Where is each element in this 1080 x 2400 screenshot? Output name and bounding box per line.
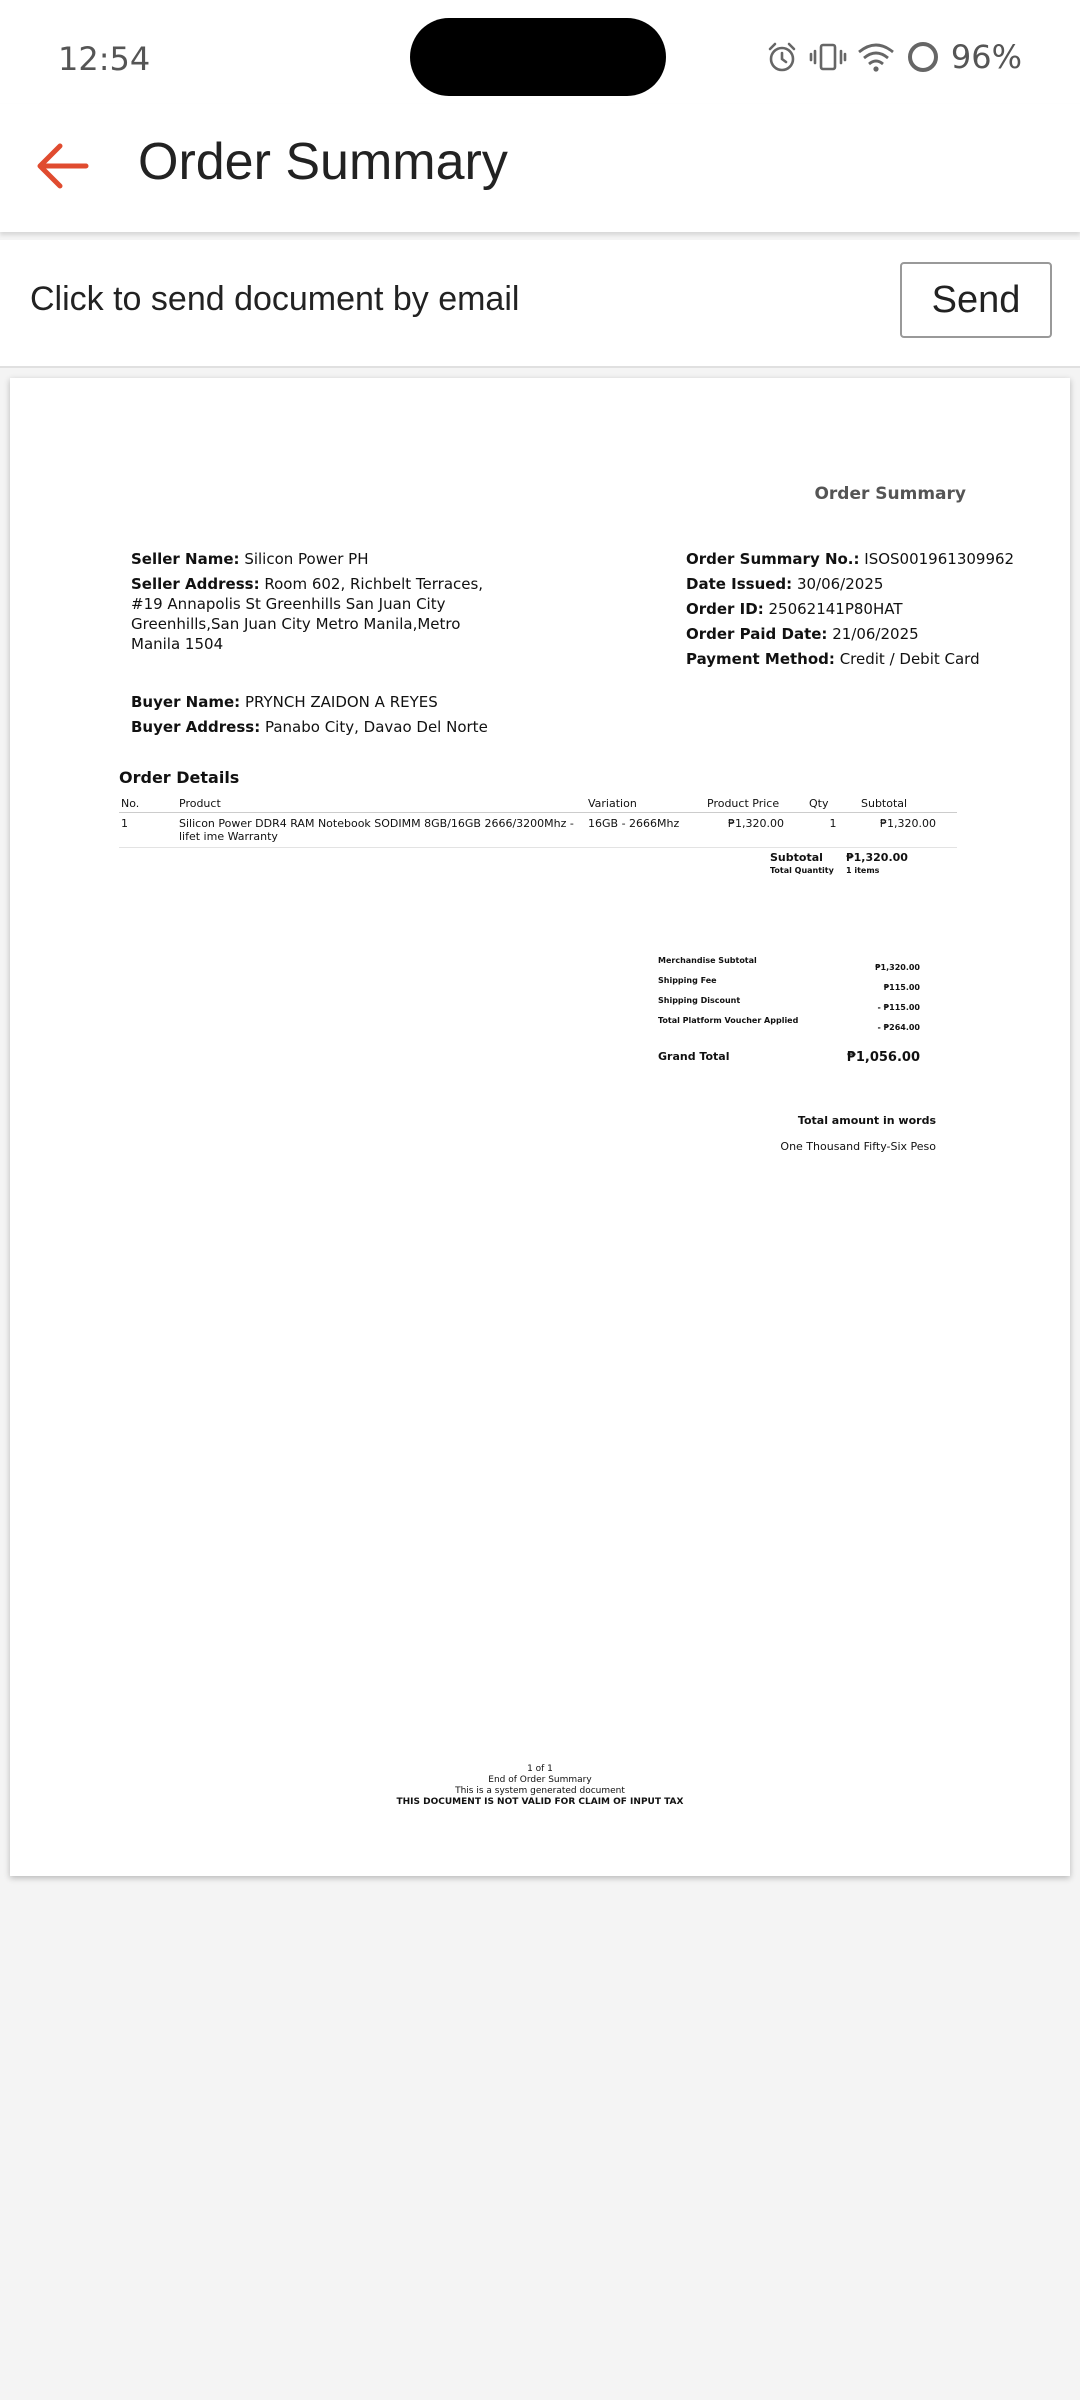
email-row: [0, 240, 1080, 368]
col-header: Subtotal: [859, 795, 957, 813]
document-title: Order Summary: [814, 484, 966, 504]
payment-method-row: [686, 649, 1046, 669]
wifi-icon: [857, 40, 895, 74]
order-info: [686, 549, 1046, 674]
order-subtotal: [770, 851, 908, 875]
end-note: End of Order Summary: [488, 1775, 592, 1785]
table-cell: ₱1,320.00: [859, 813, 957, 848]
table-cell: 1: [807, 813, 859, 848]
battery-ring-icon: [905, 39, 941, 75]
col-header: Qty: [807, 795, 859, 813]
summary-value: - ₱264.00: [877, 1023, 920, 1032]
date-issued-label: Date Issued:: [686, 575, 793, 593]
email-instruction: Click to send document by email: [30, 280, 520, 318]
send-button[interactable]: Send: [900, 262, 1052, 338]
app-bar: [0, 104, 1080, 232]
table-cell: 1: [119, 813, 177, 848]
grand-total-value: ₱1,056.00: [846, 1050, 920, 1065]
buyer-address-row: [131, 717, 531, 737]
summary-row: [658, 1016, 920, 1036]
subtotal-value: ₱1,320.00: [846, 851, 908, 864]
summary-no: ISOS001961309962: [864, 550, 1015, 568]
subtotal-label: Subtotal: [770, 851, 823, 864]
seller-address: Room 602, Richbelt Terraces, #19 Annapolis St Greenhills San Juan City Greenhills,San Juan City Metro Manila,Metro Manila 1504: [131, 575, 484, 653]
alarm-icon: [765, 40, 799, 74]
total-quantity-label: Total Quantity: [770, 866, 834, 875]
summary-value: - ₱115.00: [877, 1003, 920, 1012]
seller-name: Silicon Power PH: [244, 550, 369, 568]
order-id-label: Order ID:: [686, 600, 764, 618]
payment-summary: [658, 956, 920, 1036]
col-header: Product Price: [705, 795, 807, 813]
seller-info: [131, 549, 491, 659]
buyer-info: [131, 692, 531, 742]
document-page: [10, 378, 1070, 1876]
payment-method-label: Payment Method:: [686, 650, 835, 668]
col-header: No.: [119, 795, 177, 813]
arrow-left-icon: [34, 138, 90, 194]
document-footer: [10, 1764, 1070, 1808]
table-header-row: [119, 795, 957, 813]
summary-label: Merchandise Subtotal: [658, 956, 757, 965]
buyer-name-label: Buyer Name:: [131, 693, 241, 711]
seller-name-row: [131, 549, 491, 569]
summary-no-row: [686, 549, 1046, 569]
summary-value: ₱115.00: [883, 983, 920, 992]
table-row: [119, 813, 957, 848]
summary-label: Shipping Discount: [658, 996, 741, 1005]
date-issued: 30/06/2025: [796, 575, 884, 593]
amount-in-words-value: One Thousand Fifty-Six Peso: [780, 1140, 936, 1153]
col-header: Product: [177, 795, 586, 813]
order-id-row: [686, 599, 1046, 619]
camera-cutout: [410, 18, 666, 96]
grand-total-label: Grand Total: [658, 1050, 730, 1063]
date-issued-row: [686, 574, 1046, 594]
paid-date-row: [686, 624, 1046, 644]
tax-notice: THIS DOCUMENT IS NOT VALID FOR CLAIM OF INPUT TAX: [396, 1797, 684, 1807]
summary-row: [658, 996, 920, 1016]
seller-address-label: Seller Address:: [131, 575, 260, 593]
buyer-name: PRYNCH ZAIDON A REYES: [244, 693, 438, 711]
order-id: 25062141P80HAT: [768, 600, 903, 618]
table-cell: 16GB - 2666Mhz: [586, 813, 705, 848]
buyer-name-row: [131, 692, 531, 712]
paid-date-label: Order Paid Date:: [686, 625, 828, 643]
summary-label: Shipping Fee: [658, 976, 717, 985]
paid-date: 21/06/2025: [832, 625, 919, 643]
summary-row: [658, 976, 920, 996]
amount-in-words-label: Total amount in words: [797, 1114, 936, 1127]
order-details-table: [119, 795, 957, 848]
payment-method: Credit / Debit Card: [839, 650, 980, 668]
system-note: This is a system generated document: [455, 1786, 625, 1796]
page-title: Order Summary: [138, 133, 508, 191]
order-details-heading: Order Details: [119, 768, 240, 787]
page-number: 1 of 1: [527, 1764, 553, 1774]
col-header: Variation: [586, 795, 705, 813]
table-cell: Silicon Power DDR4 RAM Notebook SODIMM 8GB/16GB 2666/3200Mhz - lifet ime Warranty: [177, 813, 586, 848]
summary-no-label: Order Summary No.:: [686, 550, 860, 568]
vibrate-icon: [809, 40, 847, 74]
seller-name-label: Seller Name:: [131, 550, 240, 568]
summary-value: ₱1,320.00: [874, 963, 920, 972]
buyer-address: Panabo City, Davao Del Norte: [264, 718, 488, 736]
total-quantity-value: 1 items: [846, 866, 880, 875]
seller-address-row: [131, 574, 491, 654]
summary-label: Total Platform Voucher Applied: [658, 1016, 799, 1025]
status-icons: [755, 38, 1022, 76]
back-button[interactable]: [30, 134, 94, 198]
battery-percent: 96%: [950, 38, 1022, 76]
buyer-address-label: Buyer Address:: [131, 718, 261, 736]
summary-row: [658, 956, 920, 976]
table-cell: ₱1,320.00: [705, 813, 807, 848]
status-time: 12:54: [58, 40, 151, 78]
